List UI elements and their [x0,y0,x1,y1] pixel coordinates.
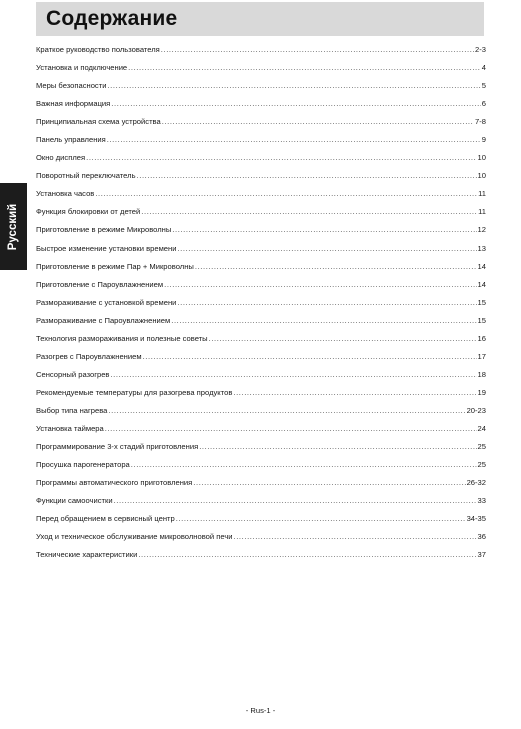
toc-entry-page: 2-3 [475,45,486,54]
toc-entry [36,348,486,366]
toc-entry [36,366,486,384]
toc-entry-title: Важная информация [36,99,111,109]
toc-entry-page: 17 [477,351,486,361]
toc-dot-leader [164,276,476,294]
toc-entry [36,402,486,420]
toc-entry [36,95,486,113]
toc-entry [36,131,486,149]
toc-dot-leader [138,546,476,564]
toc-entry-page: 25 [477,460,486,470]
toc-entry-title: Технические характеристики [36,550,138,560]
toc-entry-title: Краткое руководство пользователя [36,45,160,54]
toc-entry-title: Программирование 3-х стадий приготовления [36,442,199,452]
toc-entry [36,59,486,77]
toc-dot-leader [193,474,465,492]
toc-entry [36,203,486,221]
toc-entry-title: Технология размораживания и полезные советы [36,333,208,343]
toc-dot-leader [177,294,476,312]
toc-entry-page: 33 [477,496,486,506]
toc-entry-title: Функции самоочистки [36,496,113,506]
toc-entry-title: Поворотный переключатель [36,171,136,181]
toc-entry [36,492,486,510]
page-title: Содержание [46,7,178,30]
toc-dot-leader [234,528,477,546]
toc-entry-title: Установка часов [36,189,95,199]
toc-entry-title: Установка таймера [36,423,104,433]
toc-entry-page: 6 [481,99,486,109]
toc-entry-page: 16 [477,333,486,343]
page-number: - Rus-1 - [245,706,276,715]
toc-entry-title: Программы автоматического приготовления [36,478,193,488]
toc-dot-leader [162,113,474,131]
toc-entry-page: 34-35 [466,514,486,524]
toc-entry [36,221,486,239]
toc-entry [36,474,486,492]
toc-entry [36,384,486,402]
toc-dot-leader [95,185,477,203]
toc-entry-title: Меры безопасности [36,81,107,91]
toc-entry-title: Быстрое изменение установки времени [36,243,177,253]
toc-entry [36,276,486,294]
toc-dot-leader [105,420,477,438]
toc-dot-leader [233,384,476,402]
toc-entry-page: 19 [477,387,486,397]
toc-entry-title: Перед обращением в сервисный центр [36,514,175,524]
toc-entry-page: 36 [477,532,486,542]
toc-entry [36,456,486,474]
toc-entry-page: 18 [477,369,486,379]
toc-dot-leader [86,149,476,167]
toc-entry [36,41,486,59]
toc-entry-page: 26-32 [466,478,486,488]
toc-entry [36,420,486,438]
toc-entry [36,240,486,258]
language-side-tab [0,183,27,270]
toc-entry-page: 25 [477,442,486,452]
toc-entry [36,149,486,167]
toc-entry [36,258,486,276]
toc-entry-page: 4 [481,63,486,73]
toc-entry-title: Разогрев с Пароувлажнением [36,351,142,361]
toc-entry-title: Уход и техническое обслуживание микроволновой печи [36,532,233,542]
toc-entry [36,312,486,330]
toc-dot-leader [108,402,465,420]
toc-dot-leader [176,510,466,528]
toc-entry-title: Размораживание с Пароувлажнением [36,315,171,325]
toc-entry-page: 13 [477,243,486,253]
toc-entry [36,438,486,456]
toc-dot-leader [107,77,480,95]
toc-entry-title: Приготовление с Пароувлажнением [36,279,164,289]
toc-entry [36,294,486,312]
toc-entry-title: Приготовление в режиме Пар + Микроволны [36,261,194,271]
toc-entry-title: Принципиальная схема устройства [36,117,161,127]
toc-dot-leader [131,456,477,474]
toc-entry-page: 15 [477,297,486,307]
toc-entry-page: 11 [478,189,486,199]
toc-entry [36,77,486,95]
toc-entry-page: 15 [477,315,486,325]
toc-entry-page: 7-8 [475,117,486,127]
language-label: Русский [7,203,20,250]
toc-dot-leader [107,131,481,149]
toc-entry-page: 14 [477,261,486,271]
toc-dot-leader [195,258,477,276]
toc-entry-title: Приготовление в режиме Микроволны [36,225,172,235]
toc-entry-page: 24 [477,423,486,433]
toc-entry [36,167,486,185]
toc-entry-page: 14 [477,279,486,289]
table-of-contents [36,41,486,564]
toc-entry-title: Окно дисплея [36,153,86,163]
toc-dot-leader [143,348,477,366]
toc-entry-title: Панель управления [36,135,106,145]
toc-dot-leader [114,492,477,510]
toc-entry-page: 10 [477,153,486,163]
toc-entry-page: 11 [478,207,486,217]
toc-entry-page: 9 [481,135,486,145]
toc-dot-leader [161,41,474,59]
toc-entry [36,113,486,131]
toc-entry-page: 5 [481,81,486,91]
toc-dot-leader [209,330,477,348]
toc-entry [36,510,486,528]
toc-dot-leader [199,438,476,456]
toc-entry [36,185,486,203]
header-bar [36,2,484,36]
toc-dot-leader [111,95,480,113]
toc-dot-leader [172,221,476,239]
toc-dot-leader [171,312,476,330]
toc-entry [36,546,486,564]
toc-entry [36,330,486,348]
toc-dot-leader [128,59,481,77]
toc-entry-title: Рекомендуемые температуры для разогрева продуктов [36,387,233,397]
toc-entry-title: Установка и подключение [36,63,128,73]
toc-dot-leader [110,366,476,384]
toc-entry-page: 10 [477,171,486,181]
toc-entry-page: 37 [477,550,486,560]
toc-dot-leader [141,203,477,221]
toc-entry-title: Просушка парогенератора [36,460,130,470]
toc-entry-title: Функция блокировки от детей [36,207,141,217]
toc-entry [36,528,486,546]
toc-entry-title: Выбор типа нагрева [36,405,108,415]
toc-entry-page: 12 [477,225,486,235]
toc-entry-page: 20-23 [466,405,486,415]
toc-entry-title: Размораживание с установкой времени [36,297,177,307]
toc-dot-leader [177,240,476,258]
toc-entry-title: Сенсорный разогрев [36,369,110,379]
toc-dot-leader [137,167,477,185]
